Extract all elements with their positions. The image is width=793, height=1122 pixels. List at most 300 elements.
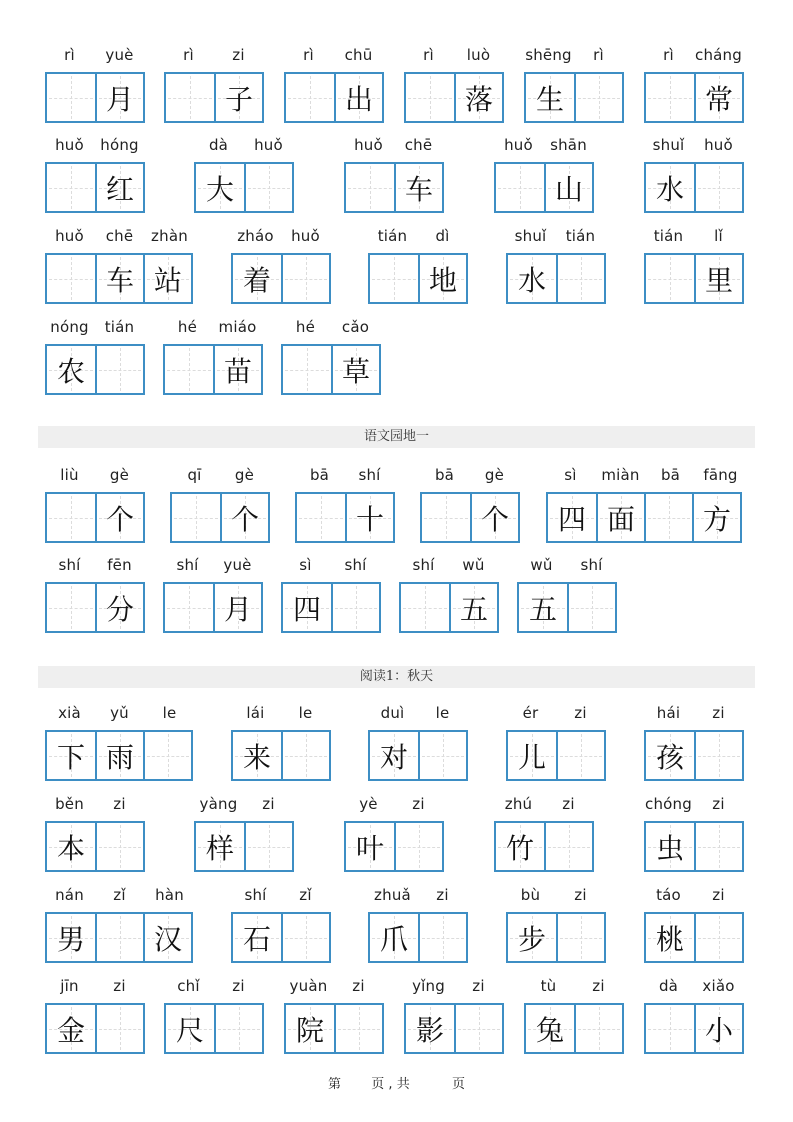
character-cell [470,494,518,541]
footer-total-unit: 页 [452,1077,466,1092]
hanzi-character [558,732,604,779]
word-row [0,793,793,883]
hanzi-character: 月 [105,82,134,116]
hanzi-character: 苗 [223,354,252,388]
character-cell [233,732,281,779]
character-cell [596,494,644,541]
pinyin-label: zi [436,886,449,904]
hanzi-character: 车 [105,263,134,297]
blank-writing-cell[interactable] [644,494,692,541]
pinyin-label: zhuǎ [374,886,411,904]
tianzige-box-group [644,912,744,963]
blank-writing-cell[interactable] [165,584,213,631]
character-cell [213,346,261,393]
word-row [0,464,793,554]
hanzi-character: 水 [655,172,684,206]
pinyin-label: huǒ [291,227,320,245]
pinyin-label: hé [295,318,316,336]
hanzi-character: 面 [606,502,635,536]
hanzi-character [558,914,604,961]
tianzige-box-group [644,253,744,304]
hanzi-character [283,732,329,779]
word-row [0,884,793,974]
pinyin-label: táo [656,886,681,904]
pinyin-label: zi [472,977,485,995]
pinyin-label: sì [299,556,312,574]
tianzige-box-group [368,253,468,304]
tianzige-box-group [45,162,145,213]
character-cell [95,164,143,211]
hanzi-character [97,1005,143,1052]
tianzige-box-group [404,1003,504,1054]
hanzi-character: 竹 [505,831,534,865]
character-cell [346,823,394,870]
hanzi-character [216,1005,262,1052]
character-cell [508,914,556,961]
pinyin-label: rì [663,46,674,64]
hanzi-character [47,494,95,541]
tianzige-box-group [517,582,617,633]
tianzige-box-group [506,253,606,304]
blank-writing-cell[interactable] [143,732,191,779]
hanzi-character [47,584,95,631]
blank-writing-cell[interactable] [281,914,329,961]
hanzi-character: 个 [230,502,259,536]
hanzi-character: 虫 [655,831,684,865]
character-cell [526,1005,574,1052]
blank-writing-cell[interactable] [694,164,742,211]
character-cell [283,584,331,631]
pinyin-label: zi [412,795,425,813]
pinyin-label: hàn [155,886,184,904]
hanzi-character [165,584,213,631]
hanzi-character: 草 [341,354,370,388]
pinyin-label: huǒ [55,136,84,154]
hanzi-character: 尺 [175,1013,204,1047]
pinyin-label: rì [593,46,604,64]
pinyin-label: wǔ [530,556,553,574]
pinyin-label: huǒ [55,227,84,245]
pinyin-label: zi [232,977,245,995]
pinyin-label: zi [712,704,725,722]
tianzige-box-group [284,1003,384,1054]
hanzi-character: 农 [56,354,85,388]
pinyin-label: chē [105,227,134,245]
blank-writing-cell[interactable] [574,1005,622,1052]
pinyin-label: shuǐ [652,136,685,154]
tianzige-box-group [494,821,594,872]
character-cell [47,1005,95,1052]
hanzi-character [47,74,95,121]
tianzige-box-group [344,821,444,872]
pinyin-label: cháng [695,46,742,64]
pinyin-label: xiǎo [702,977,735,995]
pinyin-label: huǒ [354,136,383,154]
character-cell [47,346,95,393]
tianzige-box-group [194,821,294,872]
hanzi-character [546,823,592,870]
hanzi-character [496,164,544,211]
blank-writing-cell[interactable] [214,1005,262,1052]
blank-writing-cell[interactable] [95,823,143,870]
pinyin-label: qī [187,466,202,484]
character-cell [548,494,596,541]
tianzige-box-group [231,912,331,963]
pinyin-label: dì [435,227,450,245]
pinyin-label: rì [183,46,194,64]
character-cell [454,74,502,121]
character-cell [331,346,379,393]
footer-page-unit: 页 [371,1077,385,1092]
character-cell [95,255,143,302]
pinyin-label: nóng [50,318,89,336]
hanzi-character: 月 [223,592,252,626]
blank-writing-cell[interactable] [556,914,604,961]
pinyin-label: zi [113,977,126,995]
blank-writing-cell[interactable] [422,494,470,541]
hanzi-character [420,732,466,779]
footer-total-label: 共 [396,1077,410,1092]
blank-writing-cell[interactable] [346,164,394,211]
character-cell [370,914,418,961]
character-cell [47,914,95,961]
blank-writing-cell[interactable] [172,494,220,541]
footer-separator: , [388,1077,393,1092]
pinyin-label: tián [565,227,596,245]
tianzige-box-group [170,492,270,543]
character-cell [646,164,694,211]
hanzi-character [420,914,466,961]
hanzi-character [646,74,694,121]
pinyin-label: shí [412,556,435,574]
hanzi-character: 山 [554,172,583,206]
blank-writing-cell[interactable] [297,494,345,541]
blank-writing-cell[interactable] [47,255,95,302]
hanzi-character: 五 [459,592,488,626]
pinyin-label: shí [58,556,81,574]
pinyin-label: zhàn [151,227,188,245]
blank-writing-cell[interactable] [165,346,213,393]
hanzi-character: 出 [344,82,373,116]
hanzi-character [558,255,604,302]
blank-writing-cell[interactable] [394,823,442,870]
hanzi-character: 对 [379,740,408,774]
hanzi-character: 生 [535,82,564,116]
character-cell [694,74,742,121]
blank-writing-cell[interactable] [646,74,694,121]
pinyin-label: le [162,704,177,722]
pinyin-label: bā [434,466,455,484]
hanzi-character: 叶 [355,831,384,865]
hanzi-character: 石 [242,922,271,956]
hanzi-character [346,164,394,211]
hanzi-character: 影 [415,1013,444,1047]
tianzige-box-group [644,730,744,781]
blank-writing-cell[interactable] [370,255,418,302]
blank-writing-cell[interactable] [694,823,742,870]
hanzi-character [406,74,454,121]
pinyin-label: shí [244,886,267,904]
pinyin-label: zi [113,795,126,813]
character-cell [95,732,143,779]
pinyin-label: duì [380,704,405,722]
hanzi-character [283,914,329,961]
pinyin-label: yuè [105,46,134,64]
blank-writing-cell[interactable] [47,74,95,121]
character-cell [143,914,191,961]
hanzi-character [696,164,742,211]
pinyin-label: bā [660,466,681,484]
tianzige-box-group [164,1003,264,1054]
hanzi-character: 儿 [517,740,546,774]
character-cell [449,584,497,631]
tianzige-box-group [45,492,145,543]
blank-writing-cell[interactable] [47,584,95,631]
pinyin-label: yuè [223,556,252,574]
section-header: 阅读1：秋天 [38,666,755,688]
pinyin-label: huǒ [704,136,733,154]
blank-writing-cell[interactable] [544,823,592,870]
section-header: 语文园地一 [38,426,755,448]
hanzi-character [172,494,220,541]
blank-writing-cell[interactable] [401,584,449,631]
character-cell [394,164,442,211]
hanzi-character: 汉 [153,922,182,956]
pinyin-label: hé [177,318,198,336]
hanzi-character: 红 [105,172,134,206]
tianzige-box-group [45,912,193,963]
blank-writing-cell[interactable] [47,494,95,541]
blank-writing-cell[interactable] [47,164,95,211]
character-cell [406,1005,454,1052]
character-cell [196,164,244,211]
tianzige-box-group [45,344,145,395]
pinyin-label: dà [658,977,679,995]
pinyin-label: gè [484,466,505,484]
hanzi-character [696,732,742,779]
blank-writing-cell[interactable] [567,584,615,631]
hanzi-character [401,584,449,631]
pinyin-label: gè [109,466,130,484]
character-cell [692,494,740,541]
pinyin-label: nán [55,886,84,904]
hanzi-character [47,164,95,211]
tianzige-box-group [231,730,331,781]
tianzige-box-group [163,344,263,395]
hanzi-character [97,823,143,870]
hanzi-character [370,255,418,302]
hanzi-character: 车 [404,172,433,206]
pinyin-label: tù [540,977,557,995]
blank-writing-cell[interactable] [286,74,334,121]
blank-writing-cell[interactable] [95,346,143,393]
tianzige-box-group [164,72,264,123]
pinyin-label: zhú [504,795,533,813]
character-cell [508,732,556,779]
blank-writing-cell[interactable] [166,74,214,121]
hanzi-character [246,823,292,870]
hanzi-character [696,823,742,870]
hanzi-character [576,74,622,121]
character-cell [526,74,574,121]
pinyin-label: hái [656,704,681,722]
blank-writing-cell[interactable] [95,1005,143,1052]
blank-writing-cell[interactable] [406,74,454,121]
tianzige-box-group [45,253,193,304]
hanzi-character: 小 [704,1013,733,1047]
pinyin-label: běn [55,795,84,813]
hanzi-character [696,914,742,961]
blank-writing-cell[interactable] [556,732,604,779]
hanzi-character: 常 [704,82,733,116]
character-cell [47,823,95,870]
pinyin-label: lái [246,704,265,722]
blank-writing-cell[interactable] [496,164,544,211]
character-cell [646,914,694,961]
hanzi-character: 水 [517,263,546,297]
character-cell [95,74,143,121]
tianzige-box-group [281,582,381,633]
blank-writing-cell[interactable] [334,1005,382,1052]
tianzige-box-group [524,1003,624,1054]
tianzige-box-group [506,912,606,963]
hanzi-character: 步 [517,922,546,956]
blank-writing-cell[interactable] [418,914,466,961]
tianzige-box-group [524,72,624,123]
blank-writing-cell[interactable] [281,255,329,302]
tianzige-box-group [506,730,606,781]
pinyin-label: cǎo [341,318,370,336]
tianzige-box-group [45,1003,145,1054]
tianzige-box-group [368,730,468,781]
hanzi-character: 本 [56,831,85,865]
hanzi-character [165,346,213,393]
character-cell [418,255,466,302]
footer-page-label: 第 [327,1077,341,1092]
character-cell [233,914,281,961]
hanzi-character: 雨 [105,740,134,774]
blank-writing-cell[interactable] [454,1005,502,1052]
character-cell [519,584,567,631]
blank-writing-cell[interactable] [646,1005,694,1052]
character-cell [233,255,281,302]
pinyin-label: huǒ [504,136,533,154]
pinyin-label: jīn [60,977,79,995]
blank-writing-cell[interactable] [95,914,143,961]
character-cell [95,584,143,631]
hanzi-character: 个 [480,502,509,536]
pinyin-label: zi [262,795,275,813]
pinyin-label: bù [520,886,541,904]
hanzi-character: 四 [557,502,586,536]
pinyin-label: zháo [237,227,274,245]
pinyin-label: dà [208,136,229,154]
hanzi-character [646,494,692,541]
character-cell [334,74,382,121]
pinyin-label: rì [423,46,434,64]
blank-writing-cell[interactable] [244,823,292,870]
pinyin-label: tián [377,227,408,245]
hanzi-character [145,732,191,779]
blank-writing-cell[interactable] [244,164,292,211]
tianzige-box-group [45,821,145,872]
blank-writing-cell[interactable] [418,732,466,779]
blank-writing-cell[interactable] [331,584,379,631]
hanzi-character [283,346,331,393]
hanzi-character [47,255,95,302]
blank-writing-cell[interactable] [574,74,622,121]
tianzige-box-group [284,72,384,123]
hanzi-character [97,914,143,961]
hanzi-character: 男 [56,922,85,956]
hanzi-character: 四 [292,592,321,626]
tianzige-box-group [368,912,468,963]
hanzi-character: 兔 [535,1013,564,1047]
tianzige-box-group [231,253,331,304]
word-row [0,975,793,1065]
blank-writing-cell[interactable] [283,346,331,393]
hanzi-character: 孩 [655,740,684,774]
pinyin-label: yè [359,795,378,813]
word-row [0,316,793,406]
pinyin-label: miàn [601,466,640,484]
pinyin-label: zi [574,886,587,904]
pinyin-label: yǔ [110,704,129,722]
character-cell [646,823,694,870]
blank-writing-cell[interactable] [694,914,742,961]
tianzige-box-group [420,492,520,543]
hanzi-character: 十 [355,502,384,536]
blank-writing-cell[interactable] [281,732,329,779]
hanzi-character: 个 [105,502,134,536]
blank-writing-cell[interactable] [646,255,694,302]
hanzi-character: 分 [105,592,134,626]
hanzi-character [646,255,694,302]
pinyin-label: rì [303,46,314,64]
pinyin-label: le [435,704,450,722]
hanzi-character [97,346,143,393]
blank-writing-cell[interactable] [694,732,742,779]
pinyin-label: chū [344,46,373,64]
pinyin-label: chē [404,136,433,154]
hanzi-character [333,584,379,631]
pinyin-label: yuàn [289,977,328,995]
pinyin-label: zi [592,977,605,995]
hanzi-character: 地 [428,263,457,297]
pinyin-label: luò [466,46,491,64]
tianzige-box-group [163,582,263,633]
blank-writing-cell[interactable] [556,255,604,302]
pinyin-label: zi [712,795,725,813]
hanzi-character [297,494,345,541]
tianzige-box-group [45,72,145,123]
character-cell [694,255,742,302]
tianzige-box-group [494,162,594,213]
hanzi-character [166,74,214,121]
tianzige-box-group [404,72,504,123]
hanzi-character: 子 [224,82,253,116]
pinyin-label: sì [564,466,577,484]
tianzige-box-group [45,582,145,633]
hanzi-character [396,823,442,870]
pinyin-label: shí [580,556,603,574]
pinyin-label: yàng [199,795,238,813]
tianzige-box-group [546,492,742,543]
character-cell [345,494,393,541]
character-cell [196,823,244,870]
hanzi-character [286,74,334,121]
word-row [0,44,793,134]
